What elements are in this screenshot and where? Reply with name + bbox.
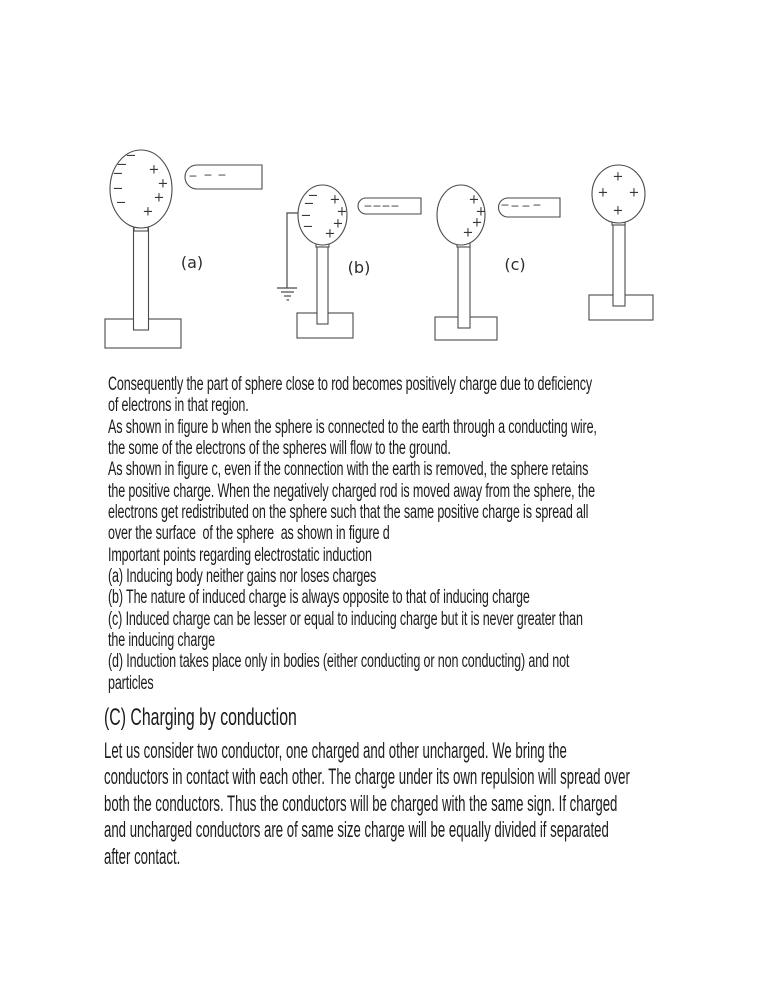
text-line: electrons get redistributed on the sphere such that the same positive charge is spread all xyxy=(108,502,589,524)
ground-symbol xyxy=(277,288,297,300)
text-line: the inducing charge xyxy=(108,630,215,652)
text-line: Let us consider two conductor, one charged and other uncharged. We bring the xyxy=(104,738,567,763)
plus-charge: + xyxy=(468,192,480,208)
text-line: particles xyxy=(108,672,154,694)
minus-charge: − xyxy=(115,195,127,211)
stand-stem xyxy=(134,228,149,330)
minus-charge: − xyxy=(217,168,227,182)
minus-charge: − xyxy=(188,169,198,183)
plus-charge: + xyxy=(336,204,348,220)
plus-charge: + xyxy=(153,190,165,206)
conduction-text-block xyxy=(104,738,630,870)
section-heading-charging-by-conduction: (C) Charging by conduction xyxy=(104,704,297,731)
text-line: Consequently the part of sphere close to rod becomes positively charge due to deficiency xyxy=(108,374,593,395)
induction-text-block xyxy=(108,374,597,694)
plus-charge: + xyxy=(462,225,474,241)
plus-charge: + xyxy=(329,192,341,208)
minus-charge: − xyxy=(302,219,314,235)
text-line: (a) Inducing body neither gains nor loses charges xyxy=(108,566,377,588)
text-line: Important points regarding electrostatic induction xyxy=(108,544,372,566)
rod-charges xyxy=(188,169,226,183)
text-line: after contact. xyxy=(104,843,181,869)
minus-charge: − xyxy=(390,199,400,213)
text-line: the some of the electrons of the spheres will flow to the ground. xyxy=(108,438,451,460)
plus-charge: + xyxy=(475,204,487,220)
minus-charge: − xyxy=(116,157,128,173)
stand-stem xyxy=(317,245,328,324)
plus-charge: + xyxy=(597,185,609,201)
figure-label-b: (b) xyxy=(347,258,371,277)
rod-charges xyxy=(500,199,541,213)
text-line: both the conductors. Thus the conductors will be charged with the same sign. If charged xyxy=(104,790,618,816)
plus-charge: + xyxy=(142,204,154,220)
text-line: of electrons in that region. xyxy=(108,395,249,417)
plus-charge: + xyxy=(612,169,624,185)
text-line: (c) Induced charge can be lesser or equal to inducing charge but it is never greater than xyxy=(108,608,583,630)
plus-charge: + xyxy=(471,215,483,231)
text-line: conductors in contact with each other. The charge under its own repulsion will spread over xyxy=(104,764,630,790)
rod-charges xyxy=(363,200,399,213)
minus-charge: − xyxy=(363,199,373,213)
minus-charge: − xyxy=(372,199,382,213)
text-line: over the surface of the sphere as shown in figure d xyxy=(108,523,390,545)
electrostatic-induction-figure xyxy=(0,0,765,370)
text-line: the positive charge. When the negatively charged rod is moved away from the sphere, the xyxy=(108,480,595,502)
plus-charge: + xyxy=(612,203,624,219)
minus-charge: − xyxy=(125,148,137,164)
plus-charge: + xyxy=(157,176,169,192)
minus-charge: − xyxy=(500,198,510,212)
text-line: As shown in figure b when the sphere is connected to the earth through a conducting wire, xyxy=(108,416,597,438)
diagram-c xyxy=(435,185,560,340)
diagram-a xyxy=(105,149,262,349)
minus-charge: − xyxy=(300,208,312,224)
minus-charge: − xyxy=(532,198,542,212)
text-line: As shown in figure c, even if the connection with the earth is removed, the sphere retains xyxy=(108,459,589,481)
diagram-b xyxy=(277,185,421,338)
minus-charge: − xyxy=(521,199,531,213)
figure-label-a: (a) xyxy=(180,253,204,272)
minus-charge: − xyxy=(112,166,124,182)
stand-stem xyxy=(613,223,625,306)
minus-charge: − xyxy=(381,199,391,213)
plus-charge: + xyxy=(628,185,640,201)
minus-charge: − xyxy=(112,181,124,197)
figure-label-c: (c) xyxy=(504,255,526,274)
text-line: and uncharged conductors are of same size charge will be equally divided if separated xyxy=(104,817,609,843)
stand-stem xyxy=(458,245,470,328)
diagram-d xyxy=(589,165,653,320)
text-line: (b) The nature of induced charge is always opposite to that of inducing charge xyxy=(108,587,530,609)
plus-charge: + xyxy=(148,162,160,178)
plus-charge: + xyxy=(332,216,344,232)
grounding-wire xyxy=(287,213,299,288)
minus-charge: − xyxy=(303,196,315,212)
text-line: (d) Induction takes place only in bodies (either conducting or non conducting) and not xyxy=(108,651,570,673)
minus-charge: − xyxy=(203,168,213,182)
minus-charge: − xyxy=(510,199,520,213)
plus-charge: + xyxy=(324,226,336,242)
minus-charge: − xyxy=(307,188,319,204)
